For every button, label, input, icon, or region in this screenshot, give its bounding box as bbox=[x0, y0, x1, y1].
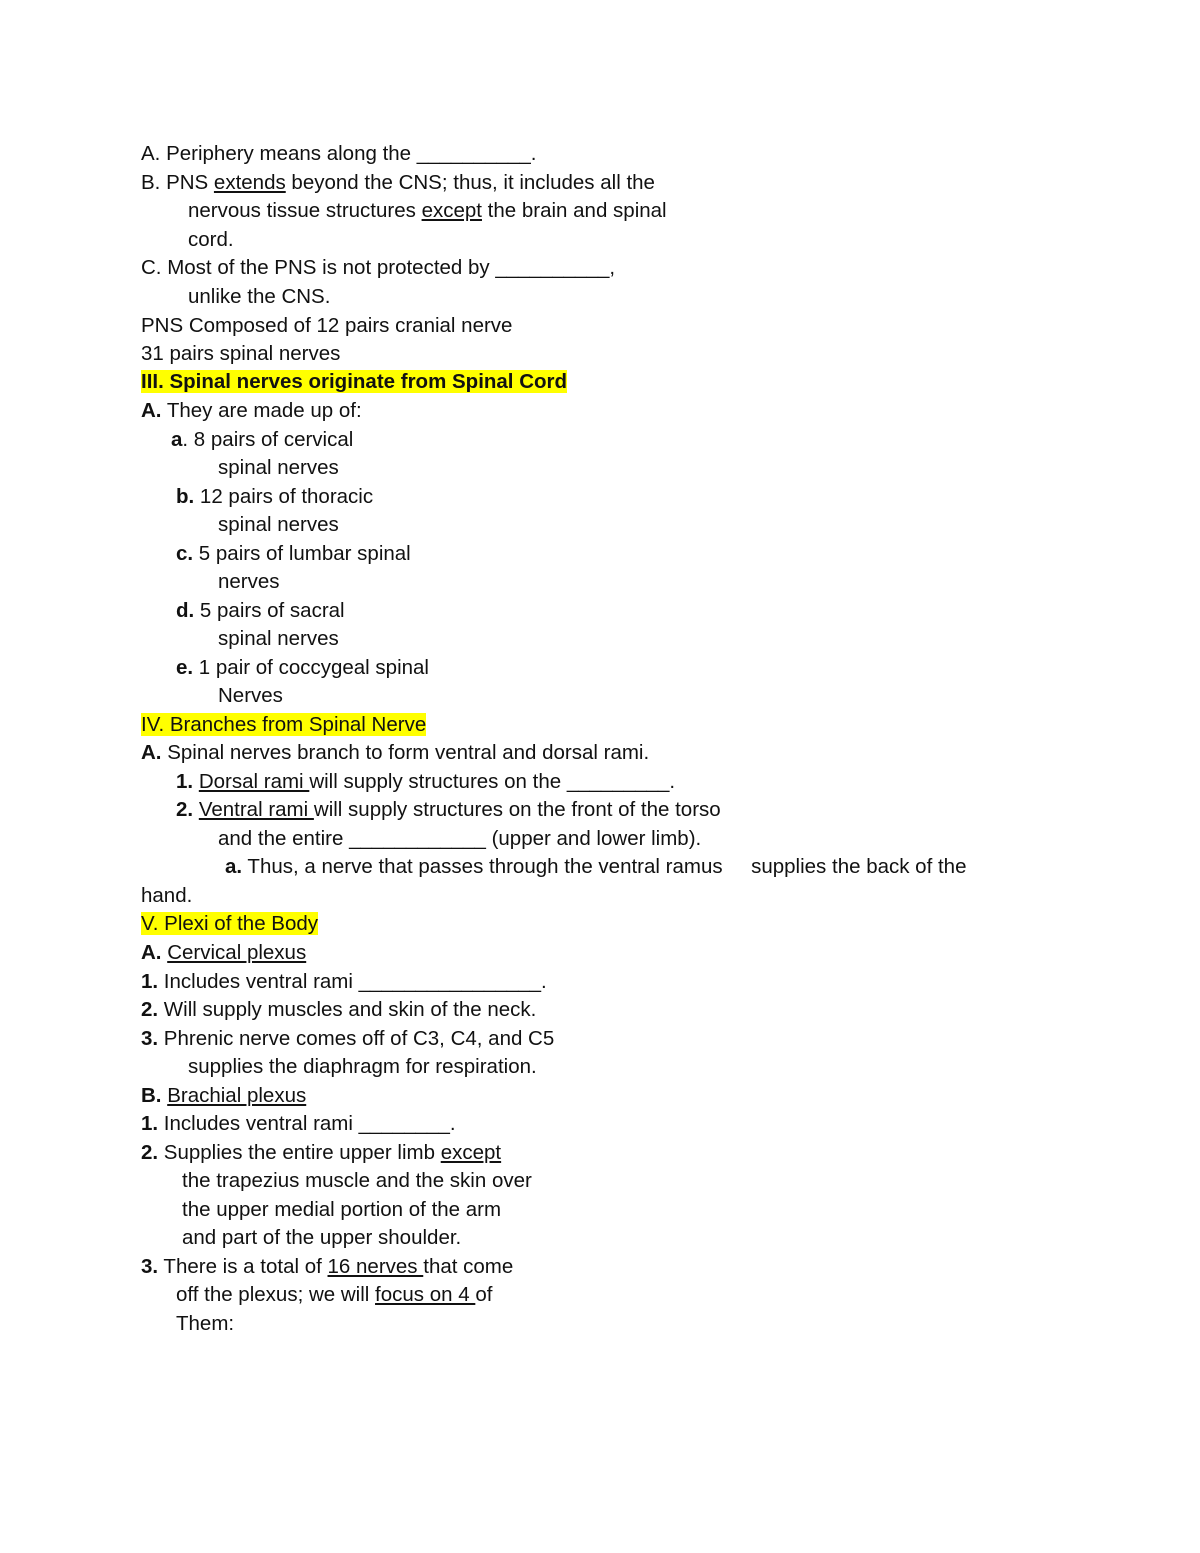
underlined-text: extends bbox=[213, 171, 286, 194]
section-4-heading bbox=[141, 711, 426, 739]
text: 1 pair of coccygeal spinal bbox=[193, 656, 429, 679]
text: of bbox=[475, 1283, 493, 1306]
label: b. bbox=[176, 485, 195, 508]
text: off the plexus; we will bbox=[176, 1283, 376, 1306]
brachial-item-1 bbox=[141, 1110, 456, 1138]
text: Will supply muscles and skin of the neck. bbox=[158, 998, 537, 1021]
text: 12 pairs of thoracic bbox=[194, 485, 374, 508]
text: Phrenic nerve comes off of C3, C4, and C5 bbox=[158, 1027, 555, 1050]
section-4-a bbox=[141, 739, 649, 767]
label: 1. bbox=[141, 1112, 159, 1135]
label: a bbox=[171, 428, 183, 451]
list-item-a-line2: spinal nerves bbox=[218, 456, 339, 479]
section-3-a bbox=[141, 397, 362, 425]
highlighted-heading: IV. Branches from Spinal Nerve bbox=[141, 713, 427, 736]
text: There is a total of bbox=[158, 1255, 328, 1278]
text: that come bbox=[423, 1255, 514, 1278]
cervical-item-3-line2: supplies the diaphragm for respiration. bbox=[188, 1055, 537, 1078]
section-4-item-a bbox=[225, 853, 966, 881]
label: A. bbox=[141, 399, 162, 422]
list-item-c-line1 bbox=[176, 540, 411, 568]
section-5-heading bbox=[141, 910, 318, 938]
list-item-d-line1 bbox=[176, 597, 345, 625]
list-item-b-line1 bbox=[176, 483, 373, 511]
section-4-item-a-line2: hand. bbox=[141, 884, 193, 907]
cervical-item-2 bbox=[141, 996, 536, 1024]
brachial-item-3-line2 bbox=[176, 1281, 492, 1309]
text: . 8 pairs of cervical bbox=[182, 428, 354, 451]
brachial-item-2 bbox=[141, 1139, 501, 1167]
section-4-item-2 bbox=[176, 796, 721, 824]
text: nervous tissue structures bbox=[188, 199, 422, 222]
list-item-b-line2: spinal nerves bbox=[218, 513, 339, 536]
text: beyond the CNS; thus, it includes all the bbox=[285, 171, 655, 194]
text: Includes ventral rami ________________. bbox=[158, 970, 547, 993]
text: They are made up of: bbox=[161, 399, 362, 422]
label: 3. bbox=[141, 1027, 159, 1050]
intro-line-b3: cord. bbox=[188, 228, 234, 251]
text: 5 pairs of lumbar spinal bbox=[193, 542, 411, 565]
underlined-text: 16 nerves bbox=[327, 1255, 424, 1278]
cervical-plexus-title bbox=[141, 939, 306, 967]
label: 2. bbox=[141, 998, 159, 1021]
text: the brain and spinal bbox=[481, 199, 667, 222]
pns-line-2: 31 pairs spinal nerves bbox=[141, 342, 341, 365]
label: 2. bbox=[176, 798, 194, 821]
label: 3. bbox=[141, 1255, 159, 1278]
brachial-item-3 bbox=[141, 1253, 513, 1281]
underlined-text: focus on 4 bbox=[375, 1283, 476, 1306]
brachial-item-2-line2: the trapezius muscle and the skin over bbox=[182, 1169, 532, 1192]
intro-line-c2: unlike the CNS. bbox=[188, 285, 331, 308]
text: 5 pairs of sacral bbox=[194, 599, 345, 622]
underlined-text: except bbox=[440, 1141, 502, 1164]
text: Supplies the entire upper limb bbox=[158, 1141, 441, 1164]
intro-line-b bbox=[141, 169, 655, 197]
list-item-e-line2: Nerves bbox=[218, 684, 283, 707]
label: a. bbox=[225, 855, 243, 878]
text: will supply structures on the _________. bbox=[309, 770, 676, 793]
brachial-item-2-line4: and part of the upper shoulder. bbox=[182, 1226, 462, 1249]
section-4-item-1 bbox=[176, 768, 675, 796]
list-item-c-line2: nerves bbox=[218, 570, 280, 593]
text: Thus, a nerve that passes through the ventral ramus supplies the back of the bbox=[242, 855, 967, 878]
text: will supply structures on the front of the torso bbox=[313, 798, 721, 821]
intro-line-b2 bbox=[188, 197, 667, 225]
label: 2. bbox=[141, 1141, 159, 1164]
list-item-d-line2: spinal nerves bbox=[218, 627, 339, 650]
label: A. bbox=[141, 941, 162, 964]
list-item-e-line1 bbox=[176, 654, 429, 682]
label: 1. bbox=[176, 770, 194, 793]
underlined-text: except bbox=[421, 199, 482, 222]
highlighted-heading: III. Spinal nerves originate from Spinal Cord bbox=[141, 370, 568, 393]
brachial-plexus-title bbox=[141, 1082, 306, 1110]
cervical-item-3 bbox=[141, 1025, 554, 1053]
highlighted-heading: V. Plexi of the Body bbox=[141, 912, 319, 935]
text: Spinal nerves branch to form ventral and dorsal rami. bbox=[161, 741, 650, 764]
label: d. bbox=[176, 599, 195, 622]
brachial-item-3-line3: Them: bbox=[176, 1312, 235, 1335]
label: A. bbox=[141, 741, 162, 764]
label: B. bbox=[141, 1084, 162, 1107]
section-3-heading bbox=[141, 368, 567, 396]
underlined-text: Ventral rami bbox=[198, 798, 314, 821]
label: 1. bbox=[141, 970, 159, 993]
underlined-text: Brachial plexus bbox=[167, 1084, 307, 1107]
cervical-item-1 bbox=[141, 968, 547, 996]
text: Includes ventral rami ________. bbox=[158, 1112, 456, 1135]
pns-line-1: PNS Composed of 12 pairs cranial nerve bbox=[141, 314, 513, 337]
underlined-text: Dorsal rami bbox=[198, 770, 310, 793]
label: e. bbox=[176, 656, 194, 679]
brachial-item-2-line3: the upper medial portion of the arm bbox=[182, 1198, 502, 1221]
list-item-a-line1 bbox=[171, 426, 353, 454]
label: c. bbox=[176, 542, 194, 565]
intro-line-a: A. Periphery means along the __________. bbox=[141, 142, 537, 165]
intro-line-c: C. Most of the PNS is not protected by __________, bbox=[141, 256, 616, 279]
text: B. PNS bbox=[141, 171, 214, 194]
section-4-item-2-line2: and the entire ____________ (upper and lower limb). bbox=[218, 827, 702, 850]
underlined-text: Cervical plexus bbox=[167, 941, 307, 964]
